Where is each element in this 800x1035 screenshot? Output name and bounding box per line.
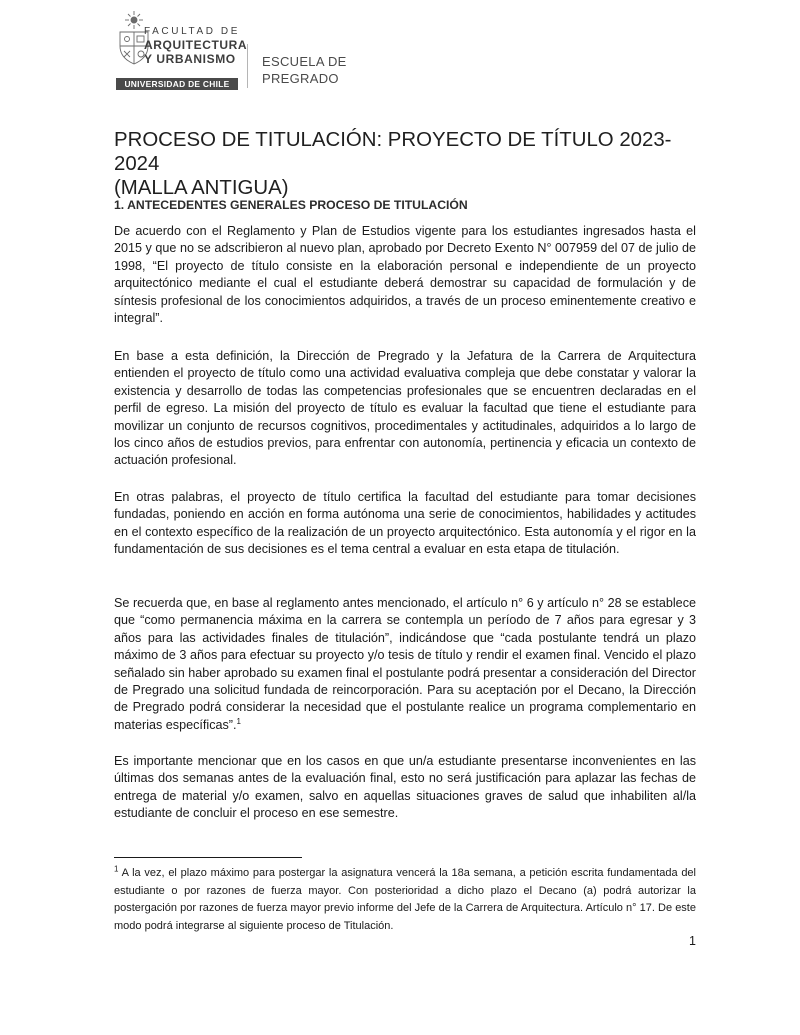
paragraph-3: En otras palabras, el proyecto de título certifica la facultad del estudiante para tomar decisiones fundadas, poniendo en acción en forma autónoma una serie de conocimientos, habilidades y actitudes en el contexto específico de la realización de un proyecto arquitectónico. Esta autonomía y el rigor en la fundamentación de sus decisiones es el tema central a evaluar en esta etapa de titulación. xyxy=(114,490,696,557)
section-heading: 1. ANTECEDENTES GENERALES PROCESO DE TITULACIÓN xyxy=(114,198,468,212)
footnote-reference[interactable]: 1 xyxy=(236,716,241,726)
title-line-2: (MALLA ANTIGUA) xyxy=(114,177,289,199)
document-title xyxy=(114,128,714,200)
footnote-text: A la vez, el plazo máximo para postergar la asignatura vencerá la 18a semana, a petición escrita fundamentada del estudiante o por razones de fuerza mayor. Con posterioridad a dicho plazo el Decano (a) podrá autorizar la postergación por razones de fuerza mayor previo informe del Jefe de la Carrera de Arquitectura. Artículo n° 17. De este modo podrá integrarse al siguiente proceso de Titulación. xyxy=(114,867,696,932)
faculty-line-1: FACULTAD DE xyxy=(144,26,241,37)
school-line-1: ESCUELA DE xyxy=(262,54,347,69)
paragraph-4 xyxy=(114,595,696,734)
header-divider xyxy=(247,44,248,88)
footnote-marker: 1 xyxy=(114,864,119,874)
faculty-line-2: ARQUITECTURA xyxy=(144,38,248,52)
page-number: 1 xyxy=(689,934,696,948)
paragraph-4-text: Se recuerda que, en base al reglamento antes mencionado, el artículo n° 6 y artículo n° 28 se establece que “como permanencia máxima en la carrera se contempla un período de 7 años para egresar y 3 años para las actividades finales de titulación”, indicándose que “cada postulante tendrá un plazo máximo de 3 años para efectuar su proyecto y/o tesis de título y rendir el examen final. Vencido el plazo señalado sin haber aprobado su examen final el postulante podrá presentar a consideración del Director de Pregrado una solicitud fundada de reincorporación. Para su aceptación por el Decano, la Dirección de Pregrado podrá considerar la necesidad que el postulante realice un programa complementario en materias específicas”. xyxy=(114,596,696,732)
faculty-name xyxy=(144,26,264,66)
school-line-2: PREGRADO xyxy=(262,71,339,86)
paragraph-2: En base a esta definición, la Dirección de Pregrado y la Jefatura de la Carrera de Arquitectura entienden el proyecto de título como una actividad evaluativa compleja que debe constatar y valorar la existencia y desarrollo de todas las competencias profesionales que se encuentren declaradas en el perfil de egreso. La misión del proyecto de título es evaluar la facultad que tiene el estudiante para movilizar un conjunto de recursos cognitivos, procedimentales y actitudinales, adquiridos a lo largo de los cinco años de estudios previos, para enfrentar con autonomía, pertinencia y eficacia un contexto de actuación profesional. xyxy=(114,349,696,468)
paragraph-5: Es importante mencionar que en los casos en que un/a estudiante presentarse inconvenientes en las últimas dos semanas antes de la evaluación final, esto no será justificación para aplazar las fechas de entrega de material y/o examen, salvo en aquellas situaciones graves de salud que inhabiliten al/la estudiante de concluir el proceso en ese semestre. xyxy=(114,754,696,821)
school-name xyxy=(262,53,347,87)
faculty-line-3: Y URBANISMO xyxy=(144,52,236,66)
footnote xyxy=(114,865,696,935)
footnote-separator xyxy=(114,857,302,858)
title-line-1: PROCESO DE TITULACIÓN: PROYECTO DE TÍTULO 2023-2024 xyxy=(114,129,672,175)
paragraph-1: De acuerdo con el Reglamento y Plan de Estudios vigente para los estudiantes ingresados hasta el 2015 y que no se adscribieron al nuevo plan, aprobado por Decreto Exento N° 007959 del 07 de julio de 1998, “El proyecto de título consiste en la elaboración personal e independiente de un proyecto arquitectónico mediante el cual el estudiante deberá demostrar su capacidad de formulación y de síntesis profesional de los conocimientos adquiridos, a través de un proceso eminentemente creativo e integral”. xyxy=(114,224,696,326)
university-name-bar: UNIVERSIDAD DE CHILE xyxy=(116,78,238,90)
